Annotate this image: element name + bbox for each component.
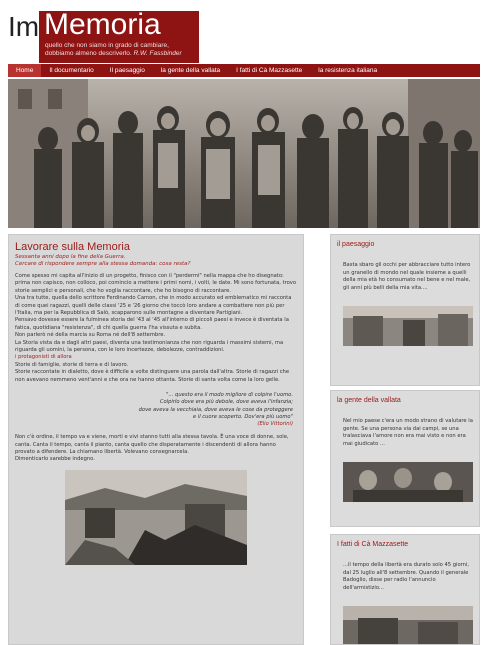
quote-block [15,392,293,428]
quote-line: "... questo era il modo migliore di colpire l'uomo. [166,392,293,399]
paragraph: Non parlerò né della marcia su Roma né dell'8 settembre. [15,332,166,339]
nav-item-documentario[interactable]: Il documentario [49,67,94,74]
paragraph: Pensavo dovesse essere la fulminea storia del '43 al '45 all'interno di piccoli paesi e invece è diventata la fatica, quotidiana "resistenza", di chi quella guerra l'ha vissuta e subita. [15,317,289,331]
paragraph: Non c'è ordine, il tempo va e viene, morti e vivi stanno tutti alla stessa tavola. È una voce di donne, sole, canta. Canta il tempo, canta il pianto, canta quello che disperatamente i discendenti di allora hanno provato a difendere. La chiamano libertà. Volevano consegnarcela. [15,434,289,455]
article-body-2 [15,434,297,464]
tagline-text: dobbiamo almeno descriverlo. [45,50,132,57]
quote-line: Colpirlo dove era più debole, dove aveva l'infanzia; [159,399,293,406]
sidebar-image[interactable] [343,606,473,645]
nav-item-fatti[interactable]: I fatti di Cà Mazzasette [236,67,303,74]
hero-photo [8,79,480,228]
article-title: Lavorare sulla Memoria [15,241,130,253]
article-photo [65,470,247,565]
sidebar-box-fatti [330,534,480,645]
sidebar-text: Nel mio paese c'era un modo strano di valutare la gente. Se una persona via dai campi, se una tralasciava l'amore non era mai visto e non era mai giudicato ... [343,418,473,447]
sidebar-image[interactable] [343,306,473,346]
tagline-line1: quello che non siamo in grado di cambiare, [45,42,169,49]
main-article [8,234,304,645]
main-nav [8,64,480,77]
nav-item-home[interactable]: Home [8,64,41,77]
article-subtitle-2: Cercare di rispondere sempre alla stessa domanda: cosa resta? [15,261,191,267]
paragraph: Dimenticarlo sarebbe indegno. [15,456,95,463]
article-subtitle-1: Sessanta anni dopo la fine della Guerra. [15,254,126,260]
quote-line: dove aveva la vecchiaia, dove aveva le cose da proteggere [138,406,293,413]
paragraph: Come spesso mi capita all'inizio di un progetto, finisco con il "perdermi" nella mappa che ho disegnato: prima non capisco, non colloco, poi comincio a mettere i primi nomi, i volti, le date. Mi sono fortunata, trovo storie semplici e personali, che ho voglia raccontare, che ho bisogno di raccontare. [15,273,297,294]
nav-item-resistenza[interactable]: la resistenza italiana [318,67,378,74]
sidebar-text: Basta sbaro gli occhi per abbracciare tutto intero un granello di mondo nel quale insieme a quelli della mia età ho consumato nel bene e nel male, gli anni più belli della mia vita.... [343,262,471,291]
paragraph: La Storia vista da e dagli altri paesi, diventa una testimonianza che non riguarda i massimi sistemi, ma riguarda gli uomini, la persona, con le loro incertezze, debolezze, contraddizioni. [15,339,284,354]
sidebar-box-paesaggio [330,234,480,386]
article-body [15,273,297,384]
nav-item-paesaggio[interactable]: Il paesaggio [109,67,145,74]
quote-author: (Elio Vittorini) [257,420,293,427]
logo-word[interactable]: Memoria [44,8,161,41]
quote-line: e il cuore scoperto. Dov'era più uomo" [192,413,293,420]
paragraph: Storie raccontate in dialetto, dove è difficile a volte distinguere una parola dall'altra. Storie di ragazzi che non avevano nemmeno vent'anni e che ora ne hanno ottanta. Storie di santa volta come la loro gelle. [15,369,290,383]
site-header [8,6,484,60]
sidebar-title[interactable]: la gente della vallata [337,397,401,404]
nav-item-gente[interactable]: la gente della vallata [160,67,221,74]
sidebar-image[interactable] [343,462,473,502]
paragraph: Una tra tutte, quella dello scrittore Ferdinando Camon, che in modo accurato ed emblematico mi racconta di come quei ragazzi, quelli delle classi '25 e '26 giorno che toccò loro andare a combattere non più per l'Italia, ma per la Repubblica di Salò, scapparono sulle montagne a diventare Partigiani. [15,295,292,317]
paragraph: Storie di famiglie, storie di terra e di lavoro. [15,361,129,368]
inline-link[interactable]: i protagonisti di allora [15,354,72,361]
tagline-author: R.W. Fassbinder [133,50,182,57]
sidebar-title[interactable]: il paesaggio [337,241,375,248]
tagline-line2 [45,50,182,58]
sidebar-title[interactable]: I fatti di Cà Mazzasette [337,541,409,548]
sidebar-box-gente [330,390,480,527]
logo-prefix[interactable]: Im [8,11,40,42]
sidebar-text: ...il tempo della libertà era durato solo 45 giorni, dal 25 luglio all'8 settembre. Quando il generale Badoglio, disse per radio l'annuncio dell'armistizio... [343,562,470,591]
